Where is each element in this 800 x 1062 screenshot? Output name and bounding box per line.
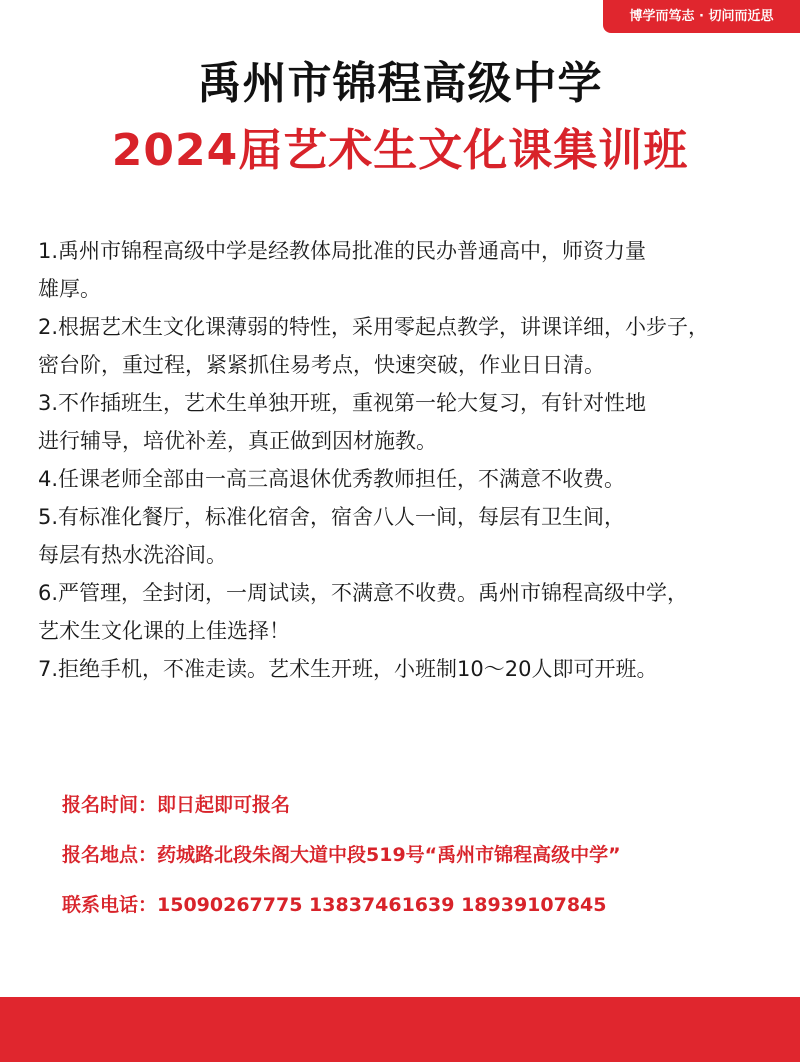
point-6-line-1: 6.严管理，全封闭，一周试读，不满意不收费。禹州市锦程高级中学， [38,581,689,605]
point-2-line-2: 密台阶，重过程，紧紧抓住易考点，快速突破，作业日日清。 [38,353,605,377]
point-5-line-1: 5.有标准化餐厅，标准化宿舍，宿舍八人一间，每层有卫生间， [38,505,626,529]
feature-list [38,232,788,688]
point-3-line-2: 进行辅导，培优补差，真正做到因材施教。 [38,429,437,453]
point-1-line-2: 雄厚。 [38,277,101,301]
point-7-line-1: 7.拒绝手机，不准走读。艺术生开班，小班制10～20人即可开班。 [38,657,658,681]
school-name-heading: 禹州市锦程高级中学 [197,58,603,109]
point-3-line-1: 3.不作插班生，艺术生单独开班，重视第一轮大复习，有针对性地 [38,391,647,415]
contact-phone: 联系电话：15090267775 13837461639 18939107845 [62,894,607,916]
motto-badge: 博学而笃志 · 切问而近思 [603,0,800,33]
point-4-line-1: 4.任课老师全部由一高三高退休优秀教师担任，不满意不收费。 [38,467,626,491]
footer-band [0,997,800,1062]
registration-place: 报名地点：药城路北段朱阁大道中段519号“禹州市锦程高级中学” [62,844,621,866]
contact-info [62,785,792,935]
registration-time: 报名时间：即日起即可报名 [62,794,291,816]
point-1-line-1: 1.禹州市锦程高级中学是经教体局批准的民办普通高中，师资力量 [38,239,647,263]
point-2-line-1: 2.根据艺术生文化课薄弱的特性，采用零起点教学，讲课详细，小步子， [38,315,710,339]
point-6-line-2: 艺术生文化课的上佳选择！ [38,619,290,643]
program-title-heading: 2024届艺术生文化课集训班 [111,125,689,176]
point-5-line-2: 每层有热水洗浴间。 [38,543,227,567]
